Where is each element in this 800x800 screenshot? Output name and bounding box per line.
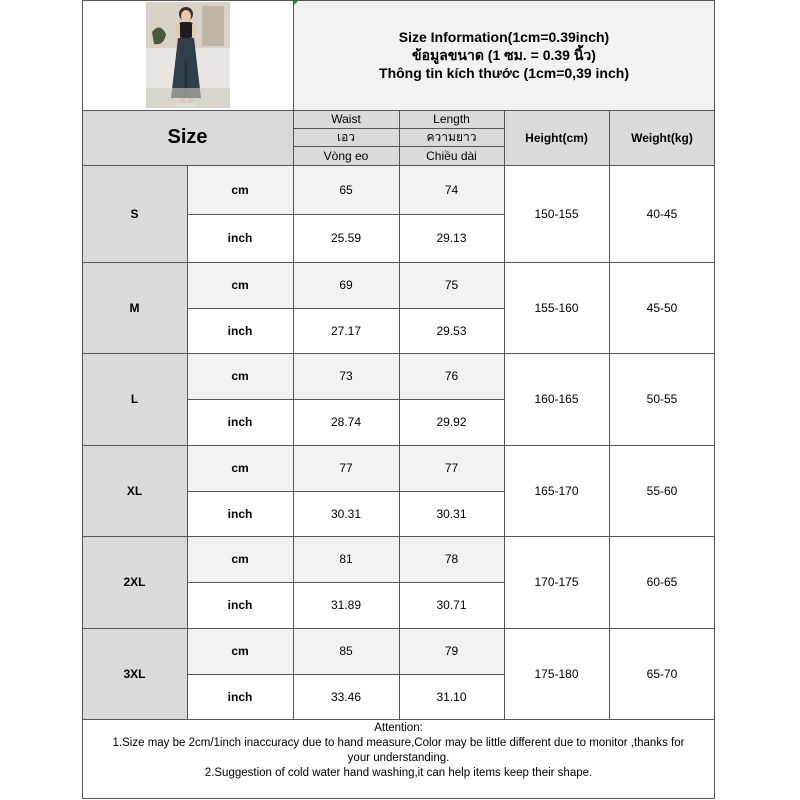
waist-inch-value: 27.17 (330, 323, 362, 338)
length-inch-value: 30.31 (436, 506, 467, 521)
attention-line-1: 1.Size may be 2cm/1inch inaccuracy due to hand measure,Color may be little different due to monitor ,thanks for your understanding. (112, 737, 685, 764)
waist-header-en: Waist (293, 110, 399, 128)
length-cm-value: 75 (399, 262, 504, 308)
grid-line-vertical (293, 165, 294, 719)
height-range-value: 165-170 (534, 483, 579, 498)
grid-line-horizontal (82, 798, 715, 799)
unit-inch-label: inch (227, 415, 253, 429)
title-line-th: ข้อมูลขนาด (1 ซม. = 0.39 นิ้ว) (412, 47, 596, 63)
size-chart-table (82, 0, 715, 799)
height-range-value: 170-175 (534, 575, 579, 589)
waist-cm-value: 65 (293, 165, 399, 214)
grid-line-vertical (504, 110, 505, 165)
unit-inch-label: inch (227, 598, 253, 612)
waist-header-th: เอว (293, 128, 399, 146)
length-header-en: Length (399, 110, 504, 128)
grid-line-horizontal (82, 719, 715, 720)
unit-cm-label: cm (187, 445, 293, 491)
waist-inch-value: 30.31 (330, 506, 362, 521)
grid-line-horizontal (187, 674, 504, 675)
length-inch-value: 29.13 (436, 231, 467, 245)
size-label-cell: 3XL (82, 628, 187, 719)
unit-inch-label: inch (227, 231, 253, 245)
unit-inch-label: inch (227, 689, 253, 704)
weight-header: Weight(kg) (609, 110, 715, 165)
weight-range-value: 50-55 (646, 392, 678, 406)
length-cm-value: 77 (399, 445, 504, 491)
waist-cm-value: 77 (293, 445, 399, 491)
grid-line-vertical (714, 0, 715, 799)
length-cm-value: 74 (399, 165, 504, 214)
length-cm-value: 78 (399, 536, 504, 582)
size-information-title (293, 0, 715, 110)
unit-cm-label: cm (187, 536, 293, 582)
size-label-cell: M (82, 262, 187, 353)
attention-title: Attention: (374, 722, 423, 734)
weight-range-value: 55-60 (646, 483, 678, 498)
size-label-cell: L (82, 353, 187, 445)
grid-line-vertical (609, 110, 610, 165)
height-range-value: 155-160 (534, 300, 579, 315)
waist-cm-value: 81 (293, 536, 399, 582)
length-inch-value: 31.10 (436, 689, 467, 704)
product-photo (82, 0, 293, 110)
length-cm-value: 76 (399, 353, 504, 399)
unit-cm-label: cm (187, 353, 293, 399)
size-column-header: Size (82, 110, 293, 165)
waist-header-vi: Vòng eo (293, 146, 399, 165)
weight-range-value: 60-65 (646, 575, 678, 589)
grid-line-horizontal (187, 214, 504, 215)
weight-range-value: 65-70 (646, 666, 678, 681)
grid-line-vertical (399, 165, 400, 719)
grid-line-vertical (399, 110, 400, 165)
unit-cm-label: cm (187, 628, 293, 674)
model-photo-icon (146, 2, 230, 108)
waist-inch-value: 25.59 (330, 231, 362, 245)
length-cm-value: 79 (399, 628, 504, 674)
unit-inch-label: inch (227, 323, 253, 338)
grid-line-vertical (82, 0, 83, 799)
grid-line-horizontal (187, 491, 504, 492)
attention-note (82, 719, 715, 799)
grid-line-horizontal (82, 0, 715, 1)
length-header-vi: Chiều dài (399, 146, 504, 165)
size-label-cell: S (82, 165, 187, 262)
weight-range-value: 45-50 (646, 300, 678, 315)
length-header-th: ความยาว (399, 128, 504, 146)
waist-inch-value: 28.74 (330, 415, 362, 429)
grid-line-vertical (609, 165, 610, 719)
grid-line-horizontal (187, 399, 504, 400)
grid-line-vertical (187, 165, 188, 719)
title-line-vi: Thông tin kích thước (1cm=0,39 inch) (379, 65, 629, 81)
height-range-value: 160-165 (534, 392, 579, 406)
height-header: Height(cm) (504, 110, 609, 165)
size-label-cell: XL (82, 445, 187, 536)
height-range-value: 175-180 (534, 666, 579, 681)
waist-cm-value: 85 (293, 628, 399, 674)
unit-cm-label: cm (187, 165, 293, 214)
length-inch-value: 29.92 (436, 415, 467, 429)
unit-inch-label: inch (227, 506, 253, 521)
height-range-value: 150-155 (534, 206, 579, 221)
grid-line-vertical (504, 165, 505, 719)
grid-line-horizontal (187, 582, 504, 583)
grid-line-horizontal (187, 308, 504, 309)
waist-inch-value: 33.46 (330, 689, 362, 704)
waist-cm-value: 73 (293, 353, 399, 399)
waist-cm-value: 69 (293, 262, 399, 308)
unit-cm-label: cm (187, 262, 293, 308)
grid-line-vertical (293, 0, 294, 165)
length-inch-value: 29.53 (436, 323, 467, 338)
weight-range-value: 40-45 (646, 206, 678, 221)
title-line-en: Size Information(1cm=0.39inch) (398, 29, 610, 45)
size-label-cell: 2XL (82, 536, 187, 628)
length-inch-value: 30.71 (436, 598, 467, 612)
attention-line-2: 2.Suggestion of cold water hand washing,it can help items keep their shape. (204, 767, 593, 779)
waist-inch-value: 31.89 (330, 598, 362, 612)
